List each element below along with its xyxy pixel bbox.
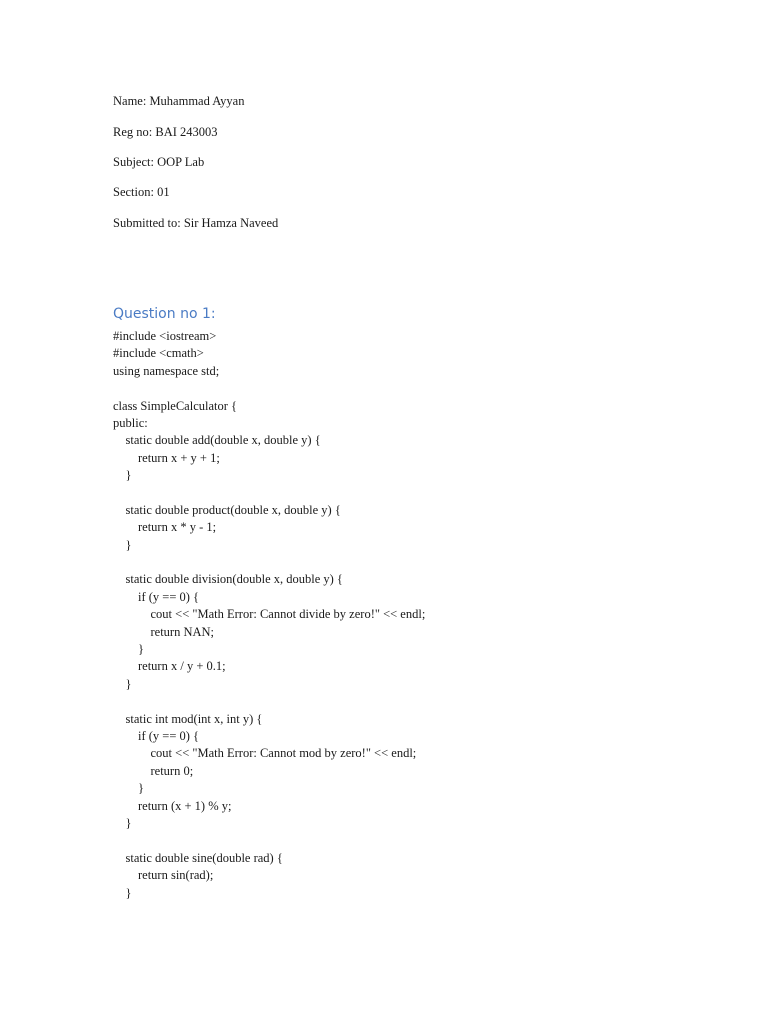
code-line: cout << "Math Error: Cannot mod by zero!" << endl; xyxy=(113,746,417,761)
code-line: } xyxy=(113,781,144,796)
code-line: using namespace std; xyxy=(113,363,220,378)
code-line: static int mod(int x, int y) { xyxy=(113,711,263,726)
submitted-to: Submitted to: Sir Hamza Naveed xyxy=(113,216,279,230)
code-line: cout << "Math Error: Cannot divide by zero!" << endl; xyxy=(113,607,426,622)
code-line: static double product(double x, double y) { xyxy=(113,502,341,517)
code-line: static double division(double x, double y) { xyxy=(113,572,343,587)
code-line: } xyxy=(113,468,132,483)
subject: Subject: OOP Lab xyxy=(113,155,205,169)
code-line: return (x + 1) % y; xyxy=(113,798,232,813)
code-line: #include <cmath> xyxy=(113,346,204,361)
code-line xyxy=(113,832,425,849)
code-line xyxy=(113,380,425,397)
registration-number: Reg no: BAI 243003 xyxy=(113,125,218,139)
code-line xyxy=(113,693,425,710)
code-line: } xyxy=(113,885,132,900)
code-line: return x / y + 0.1; xyxy=(113,659,226,674)
code-line: } xyxy=(113,642,144,657)
code-line: return sin(rad); xyxy=(113,868,214,883)
code-line: static double sine(double rad) { xyxy=(113,850,283,865)
code-line: if (y == 0) { xyxy=(113,589,200,604)
code-line: } xyxy=(113,815,132,830)
code-line xyxy=(113,485,425,502)
section: Section: 01 xyxy=(113,185,170,199)
code-line: } xyxy=(113,676,132,691)
code-line: return 0; xyxy=(113,763,194,778)
code-block xyxy=(113,328,425,902)
code-line: static double add(double x, double y) { xyxy=(113,433,321,448)
code-line: return NAN; xyxy=(113,624,215,639)
code-line: class SimpleCalculator { xyxy=(113,398,238,413)
code-line: #include <iostream> xyxy=(113,329,217,343)
code-line: if (y == 0) { xyxy=(113,728,200,743)
student-name: Name: Muhammad Ayyan xyxy=(113,94,245,108)
code-line: return x * y - 1; xyxy=(113,520,217,535)
code-line: public: xyxy=(113,415,148,430)
code-line: } xyxy=(113,537,132,552)
question-heading: Question no 1: xyxy=(113,306,216,322)
code-line: return x + y + 1; xyxy=(113,450,220,465)
code-line xyxy=(113,554,425,571)
